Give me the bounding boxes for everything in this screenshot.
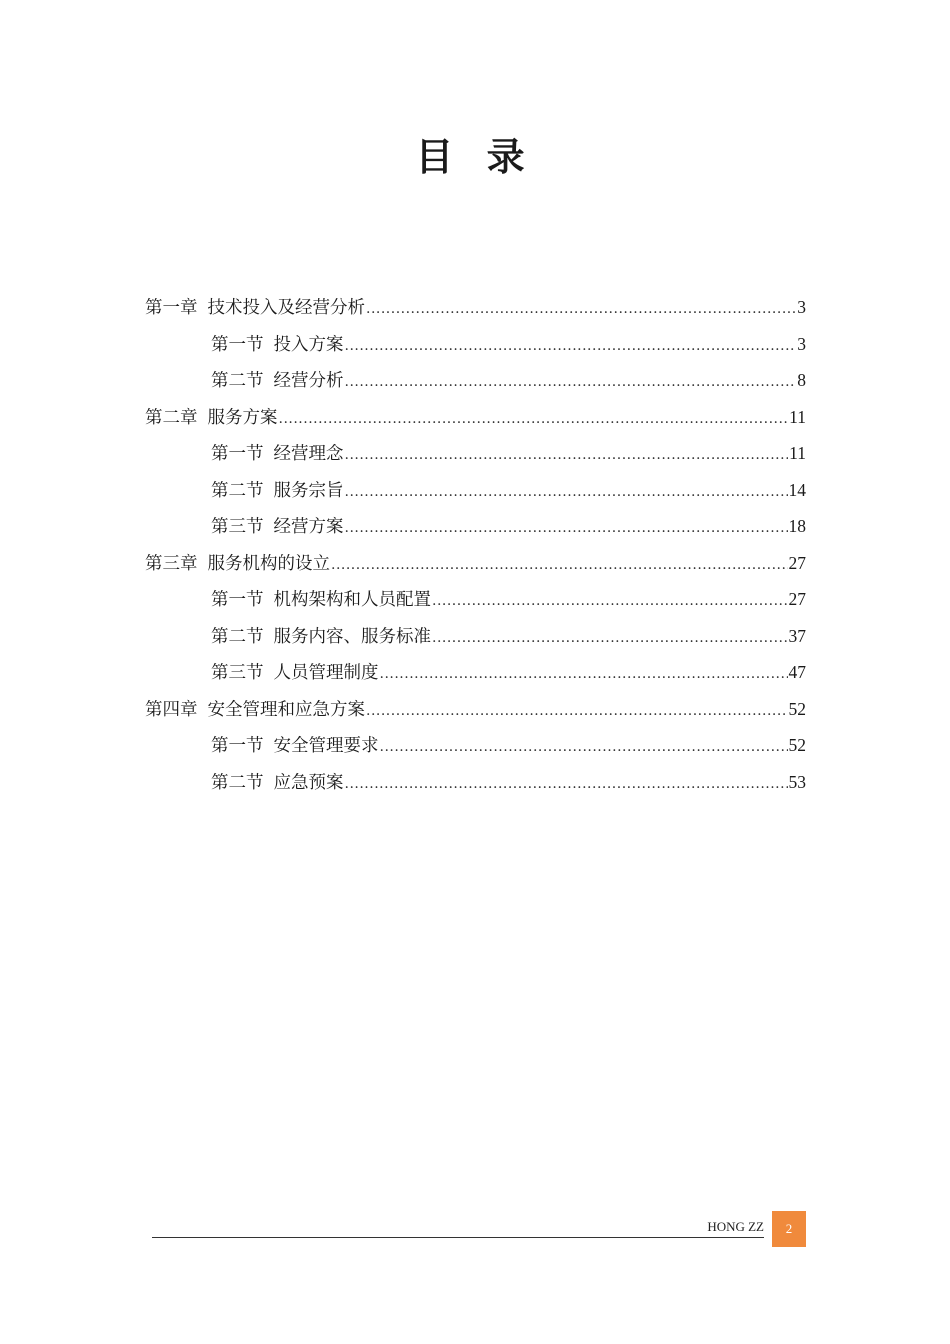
toc-dot-leader xyxy=(279,403,789,435)
toc-entry-page: 11 xyxy=(789,406,806,427)
toc-entry[interactable] xyxy=(145,291,806,328)
toc-entry-title: 机构架构和人员配置 xyxy=(273,590,431,610)
toc-entry-page: 52 xyxy=(788,735,806,755)
toc-dot-leader xyxy=(345,330,797,362)
toc-entry-title: 服务内容、服务标准 xyxy=(273,626,431,647)
toc-entry[interactable] xyxy=(145,693,806,730)
toc-entry-prefix: 第一章 xyxy=(145,298,198,318)
toc-entry-prefix: 第二章 xyxy=(145,407,198,428)
toc-dot-leader xyxy=(345,512,788,544)
toc-dot-leader xyxy=(366,293,796,325)
toc-entry-title: 安全管理要求 xyxy=(273,736,379,756)
toc-entry-prefix: 第一节 xyxy=(211,590,264,610)
toc-entry[interactable] xyxy=(145,656,806,693)
toc-entry-title: 经营分析 xyxy=(273,371,344,391)
toc-entry-prefix: 第二节 xyxy=(211,371,264,391)
toc-entry-prefix: 第一节 xyxy=(211,334,264,355)
toc-entry-title: 应急预案 xyxy=(273,772,344,793)
toc-entry-page: 11 xyxy=(789,443,806,463)
footer-author: HONG ZZ xyxy=(707,1219,764,1234)
toc-entry-title: 安全管理和应急方案 xyxy=(207,699,365,720)
toc-entry-page: 53 xyxy=(788,771,806,792)
toc-dot-leader xyxy=(345,768,788,800)
toc-entry[interactable] xyxy=(145,510,806,547)
toc-entry-prefix: 第二节 xyxy=(211,626,264,647)
toc-entry-page: 14 xyxy=(788,479,806,500)
toc-dot-leader xyxy=(345,439,789,471)
toc-entry-title: 经营理念 xyxy=(273,444,344,464)
toc-entry-title: 服务机构的设立 xyxy=(207,553,330,574)
toc-dot-leader xyxy=(331,549,788,581)
table-of-contents xyxy=(145,291,806,802)
toc-entry-page: 8 xyxy=(797,370,806,390)
toc-entry-page: 27 xyxy=(788,589,806,609)
toc-dot-leader xyxy=(432,622,788,654)
toc-entry[interactable] xyxy=(145,766,806,803)
toc-entry-prefix: 第三节 xyxy=(211,663,264,683)
toc-entry-title: 人员管理制度 xyxy=(273,663,379,683)
toc-dot-leader xyxy=(366,695,788,727)
toc-entry-prefix: 第四章 xyxy=(145,699,198,720)
toc-entry-prefix: 第三章 xyxy=(145,553,198,574)
toc-entry-page: 47 xyxy=(788,662,806,682)
toc-entry[interactable] xyxy=(145,729,806,766)
toc-dot-leader xyxy=(345,366,797,398)
toc-dot-leader xyxy=(380,731,788,763)
toc-entry-prefix: 第一节 xyxy=(211,736,264,756)
toc-entry[interactable] xyxy=(145,583,806,620)
toc-entry[interactable] xyxy=(145,401,806,438)
toc-entry[interactable] xyxy=(145,620,806,657)
toc-entry-title: 经营方案 xyxy=(273,517,344,537)
toc-entry-prefix: 第二节 xyxy=(211,480,264,501)
toc-entry-page: 52 xyxy=(788,698,806,719)
toc-dot-leader xyxy=(432,585,788,617)
footer-divider xyxy=(152,1237,764,1238)
toc-entry-title: 服务宗旨 xyxy=(273,480,344,501)
toc-entry[interactable] xyxy=(145,474,806,511)
toc-entry-title: 服务方案 xyxy=(207,407,278,428)
toc-dot-leader xyxy=(345,476,788,508)
toc-entry[interactable] xyxy=(145,328,806,365)
toc-entry[interactable] xyxy=(145,437,806,474)
toc-entry-title: 技术投入及经营分析 xyxy=(207,298,365,318)
toc-entry-page: 3 xyxy=(797,297,806,317)
toc-entry[interactable] xyxy=(145,364,806,401)
page-number: 2 xyxy=(785,1221,793,1236)
toc-entry-page: 27 xyxy=(788,552,806,573)
toc-entry-prefix: 第三节 xyxy=(211,517,264,537)
toc-entry-prefix: 第一节 xyxy=(211,444,264,464)
toc-entry-page: 37 xyxy=(788,625,806,646)
toc-entry-page: 3 xyxy=(797,333,806,354)
toc-entry[interactable] xyxy=(145,547,806,584)
toc-title: 目 录 xyxy=(415,135,535,179)
toc-dot-leader xyxy=(380,658,788,690)
page-number-badge xyxy=(772,1211,806,1247)
toc-entry-prefix: 第二节 xyxy=(211,772,264,793)
toc-entry-page: 18 xyxy=(788,516,806,536)
toc-entry-title: 投入方案 xyxy=(273,334,344,355)
